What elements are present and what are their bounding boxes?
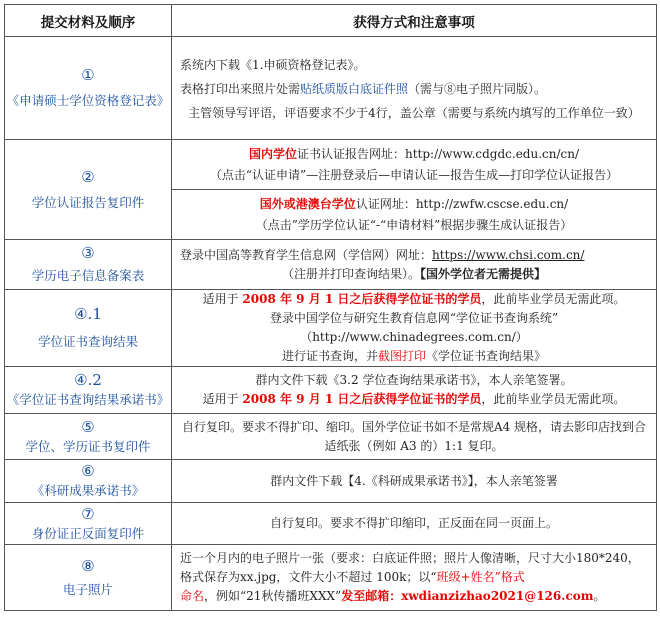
highlight-text: 截图打印 [377, 349, 426, 363]
item-title: 学位认证报告复印件 [31, 194, 145, 210]
item-title: 学位证书查询结果 [37, 334, 138, 349]
table-row [5, 140, 657, 240]
method-line: 系统内下载《1.申硕资格登记表》。 [180, 57, 366, 72]
item-number: ④.2 [74, 371, 102, 389]
method-line: 群内文件下载《3.2 学位查询结果承诺书》，本人亲笔签署。 [255, 373, 573, 387]
item-number: ③ [81, 244, 95, 262]
method-cell [172, 545, 657, 611]
method-line: （点击”学历学位认证“-“申请材料”根据步骤生成认证报告） [255, 217, 573, 232]
method-line: 主管领导写评语，评语要求不少于4行，盖公章（需要与系统内填写的工作单位一致） [188, 105, 640, 120]
material-cell [5, 367, 172, 414]
item-number: ① [81, 66, 95, 84]
method-line: 近一个月内的电子照片一张（要求：白底证件照；照片人像清晰，尺寸大小180*240，格式保存为xx.jpg，文件大小不超过 100k；以“班级+姓名”格式 [180, 551, 640, 584]
item-number: ⑦ [81, 504, 95, 523]
email-address[interactable]: 发至邮箱：xwdianzizhao2021@126.com [341, 589, 594, 603]
header-materials: 提交材料及顺序 [5, 5, 172, 37]
item-title: 身份证正反面复印件 [31, 525, 145, 541]
highlight-text: 国内学位 [248, 146, 297, 161]
material-cell [5, 503, 172, 545]
overseas-block [172, 189, 656, 239]
method-cell [172, 37, 657, 140]
material-cell [5, 545, 172, 611]
method-line: 群内文件下载【4.《科研成果承诺书》】，本人亲笔签署 [270, 473, 558, 488]
table-row [5, 290, 657, 367]
method-line: 适用于 2008 年 9 月 1 日之后获得学位证书的学员，此前毕业学员无需此项。 [202, 392, 626, 406]
item-number: ⑥ [81, 462, 95, 480]
highlight-text: 2008 年 9 月 1 日之后获得学位证书的学员 [242, 292, 482, 306]
material-cell [5, 37, 172, 140]
method-line: 登录中国高等教育学生信息网（学信网）网址：https://www.chsi.com.cn/ [180, 247, 585, 262]
material-cell [5, 414, 172, 460]
highlight-text: 班级+姓名 [436, 570, 495, 584]
domestic-block [172, 140, 656, 189]
method-line: 国内学位证书认证报告网址：http://www.cdgdc.edu.cn/cn/ [248, 146, 580, 161]
method-cell [172, 140, 657, 240]
chsi-link[interactable]: https://www.chsi.com.cn/ [432, 247, 585, 262]
method-line: 表格打印出来照片处需贴纸质版白底证件照（需与⑧电子照片同版）。 [180, 81, 547, 96]
item-title: 《学位证书查询结果承诺书》 [6, 392, 170, 407]
table-header-row [5, 5, 657, 37]
item-title: 《申请硕士学位资格登记表》 [6, 93, 170, 108]
item-title: 《科研成果承诺书》 [31, 483, 145, 498]
table-row [5, 240, 657, 290]
item-title: 电子照片 [62, 581, 113, 597]
highlight-text: 贴纸质版白底证件照 [300, 81, 409, 96]
material-cell [5, 240, 172, 290]
table-row [5, 367, 657, 414]
method-line: 登录中国学位与研究生教育信息网“学位证书查询系统” [269, 311, 559, 325]
table-row [5, 503, 657, 545]
method-line: 进行证书查询，并截图打印《学位证书查询结果》 [281, 349, 547, 363]
materials-table [4, 4, 657, 611]
highlight-text: 国外或港澳台学位 [259, 196, 356, 211]
header-method: 获得方式和注意事项 [172, 5, 657, 37]
method-line: 自行复印。要求不得扩印、缩印。国外学位证书如不是常规A4 规格，请去影印店找到合适纸张（例如 A3 的）1:1 复印。 [181, 419, 647, 453]
table-row [5, 460, 657, 503]
method-line: 命名，例如“21秋传播班XXX”发至邮箱：xwdianzizhao2021@126.com。 [180, 589, 606, 603]
item-number: ⑧ [81, 556, 95, 575]
method-cell [172, 503, 657, 545]
method-line: 自行复印。要求不得扩印缩印，正反面在同一页面上。 [269, 516, 558, 530]
material-cell [5, 140, 172, 240]
item-title: 学位、学历证书复印件 [25, 438, 151, 454]
method-cell [172, 460, 657, 503]
item-title: 学历电子信息备案表 [31, 268, 145, 283]
table-row [5, 545, 657, 611]
item-number: ② [81, 167, 95, 186]
material-cell [5, 290, 172, 367]
method-cell [172, 367, 657, 414]
table-row [5, 37, 657, 140]
table-row [5, 414, 657, 460]
highlight-text: 2008 年 9 月 1 日之后获得学位证书的学员 [242, 392, 482, 406]
method-cell [172, 240, 657, 290]
method-line: （点击“认证申请”—注册登录后—申请认证—报告生成—打印学位认证报告） [209, 167, 619, 182]
method-cell [172, 414, 657, 460]
item-number: ⑤ [81, 417, 95, 436]
method-cell [172, 290, 657, 367]
method-line: 国外或港澳台学位认证网址：http://zwfw.cscse.edu.cn/ [259, 196, 569, 211]
method-line: （http://www.chinadegrees.com.cn/） [300, 330, 528, 344]
method-line: （注册并打印查询结果）。【国外学位者无需提供】 [281, 266, 547, 281]
material-cell [5, 460, 172, 503]
highlight-text: 【国外学位者无需提供】 [420, 266, 547, 281]
method-line: 适用于 2008 年 9 月 1 日之后获得学位证书的学员，此前毕业学员无需此项。 [202, 292, 626, 306]
item-number: ④.1 [74, 305, 102, 323]
